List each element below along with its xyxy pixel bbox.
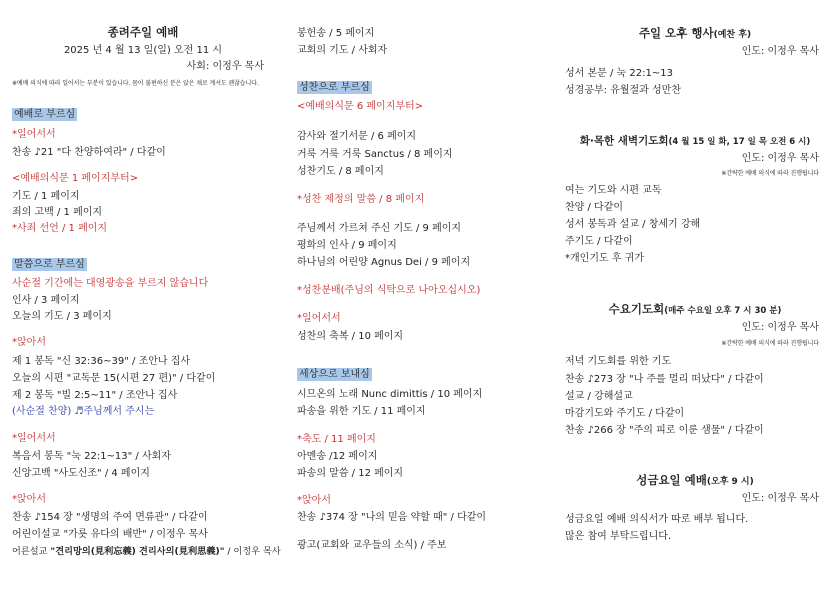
reading-line: 제 1 봉독 "신 32:36~39" / 조안나 집사 [12, 356, 191, 367]
order-item: 주님께서 가르쳐 주신 기도 / 9 페이지 [297, 223, 462, 234]
service-date: 2025 년 4 월 13 일(일) 오전 11 시 [63, 45, 223, 56]
event-title: 수요기도회(매주 수요일 오후 7 시 30 분) [608, 302, 782, 316]
rite-reference: <예배의식문 6 페이지부터> [297, 101, 424, 112]
order-item: 인사 / 3 페이지 [12, 295, 80, 306]
order-item: 감사와 절기서문 / 6 페이지 [297, 131, 417, 142]
order-item: 죄의 고백 / 1 페이지 [12, 207, 103, 218]
rubric-stand: *일어서서 [12, 129, 56, 140]
hymn-line: 찬송 ♪21 "다 찬양하여라" / 다같이 [12, 147, 166, 158]
order-item: 봉헌송 / 5 페이지 [297, 28, 375, 39]
event-item: 찬송 ♪266 장 "주의 피로 이룬 샘물" / 다같이 [565, 425, 764, 436]
section-heading: 세상으로 보내심 [299, 369, 370, 380]
order-item: 파송의 말씀 / 12 페이지 [297, 468, 404, 479]
section-heading: 예배로 부르심 [14, 109, 76, 120]
event-item: 주기도 / 다같이 [565, 236, 633, 247]
event-title: 성금요일 예배(오후 9 시) [636, 473, 754, 487]
event-item: *개인기도 후 귀가 [565, 253, 644, 264]
event-item: 찬양 / 다같이 [565, 202, 624, 213]
lent-note: 사순절 기간에는 대영광송을 부르지 않습니다 [12, 278, 209, 289]
gospel-reading: 복음서 봉독 "눅 22:1~13" / 사회자 [12, 451, 171, 462]
order-item: 아멘송 /12 페이지 [297, 451, 378, 462]
service-title: 종려주일 예배 [107, 25, 179, 39]
hymn-line: 찬송 ♪374 장 "나의 믿음 약할 때" / 다같이 [297, 512, 487, 523]
rite-reference: <예배의식문 1 페이지부터> [12, 173, 139, 184]
presider: 사회: 이정우 목사 [186, 61, 264, 72]
order-item: 거룩 거룩 거룩 Sanctus / 8 페이지 [297, 149, 453, 160]
event-item: 성서 봉독과 설교 / 창세기 강해 [565, 219, 701, 230]
posture-note: ※예배 의식에 따라 일어서는 부분이 있습니다. 몸이 불편하신 분은 앉은 채로 계셔도 괜찮습니다. [12, 80, 259, 87]
hymn-line: 찬송 ♪154 장 "생명의 주여 면류관" / 다같이 [12, 512, 208, 523]
sermon-line: 어른설교 "견리망의(見利忘義) 견리사의(見利思義)" / 이정우 목사 [12, 546, 281, 557]
rubric-stand: *일어서서 [12, 433, 56, 444]
event-item: 찬송 ♪273 장 "나 주를 멀리 떠났다" / 다같이 [565, 374, 764, 385]
rubric-sit: *앉아서 [12, 494, 46, 505]
notices-line: 광고(교회와 교우들의 소식) / 주보 [297, 540, 447, 551]
order-item: 성찬의 축복 / 10 페이지 [297, 331, 404, 342]
event-item: 저녁 기도회를 위한 기도 [565, 356, 672, 367]
order-item: *성찬분배(주님의 식탁으로 나아오십시오) [297, 285, 481, 296]
event-item: 여는 기도와 시편 교독 [565, 185, 662, 196]
order-item: *사죄 선언 / 1 페이지 [12, 223, 108, 234]
creed-line: 신앙고백 "사도신조" / 4 페이지 [12, 468, 150, 479]
rubric-stand: *일어서서 [297, 313, 341, 324]
lent-hymn: (사순절 찬양) ♬주님께서 주시는 [12, 406, 155, 417]
event-item: 설교 / 강해설교 [565, 391, 633, 402]
event-item: 성서 본문 / 눅 22:1~13 [565, 68, 673, 79]
order-item: *축도 / 11 페이지 [297, 434, 376, 445]
section-heading: 말씀으로 부르심 [14, 259, 85, 270]
event-item: 성경공부: 유월절과 성만찬 [565, 85, 681, 96]
sermon-title: "견리망의(見利忘義) 견리사의(見利思義)" [50, 546, 225, 557]
order-item: 기도 / 1 페이지 [12, 191, 80, 202]
event-note: ※간략한 예배 의식에 따라 진행됩니다 [721, 340, 819, 347]
leader-line: 인도: 이정우 목사 [741, 493, 819, 504]
event-item: 성금요일 예배 의식서가 따로 배부 됩니다. [565, 514, 749, 525]
reading-line: 제 2 봉독 "빌 2:5~11" / 조안나 집사 [12, 390, 178, 401]
event-title: 화·목한 새벽기도회(4 월 15 일 화, 17 일 목 오전 6 시) [579, 135, 811, 147]
order-item: 시므온의 노래 Nunc dimittis / 10 페이지 [297, 389, 483, 400]
event-item: 마감기도와 주기도 / 다같이 [565, 408, 685, 419]
rubric-sit: *앉아서 [12, 337, 46, 348]
psalm-line: 오늘의 시편 "교독문 15(시편 27 편)" / 다같이 [12, 373, 216, 384]
order-item: 교회의 기도 / 사회자 [297, 45, 388, 56]
section-heading: 성찬으로 부르심 [299, 82, 370, 93]
event-note: ※간략한 예배 의식에 따라 진행됩니다 [721, 170, 819, 177]
order-item: 평화의 인사 / 9 페이지 [297, 240, 397, 251]
rubric-sit: *앉아서 [297, 495, 331, 506]
order-item: 성찬기도 / 8 페이지 [297, 166, 384, 177]
leader-line: 인도: 이정우 목사 [741, 153, 819, 164]
order-item: 오늘의 기도 / 3 페이지 [12, 311, 112, 322]
order-item: *성찬 제정의 말씀 / 8 페이지 [297, 194, 425, 205]
event-title: 주일 오후 행사(예찬 후) [638, 26, 752, 40]
leader-line: 인도: 이정우 목사 [741, 46, 819, 57]
order-item: 하나님의 어린양 Agnus Dei / 9 페이지 [297, 257, 471, 268]
leader-line: 인도: 이정우 목사 [741, 322, 819, 333]
event-item: 많은 참여 부탁드립니다. [565, 531, 672, 542]
order-item: 파송을 위한 기도 / 11 페이지 [297, 406, 426, 417]
childrens-sermon: 어린이설교 "가룟 유다의 배반" / 이정우 목사 [12, 529, 208, 540]
